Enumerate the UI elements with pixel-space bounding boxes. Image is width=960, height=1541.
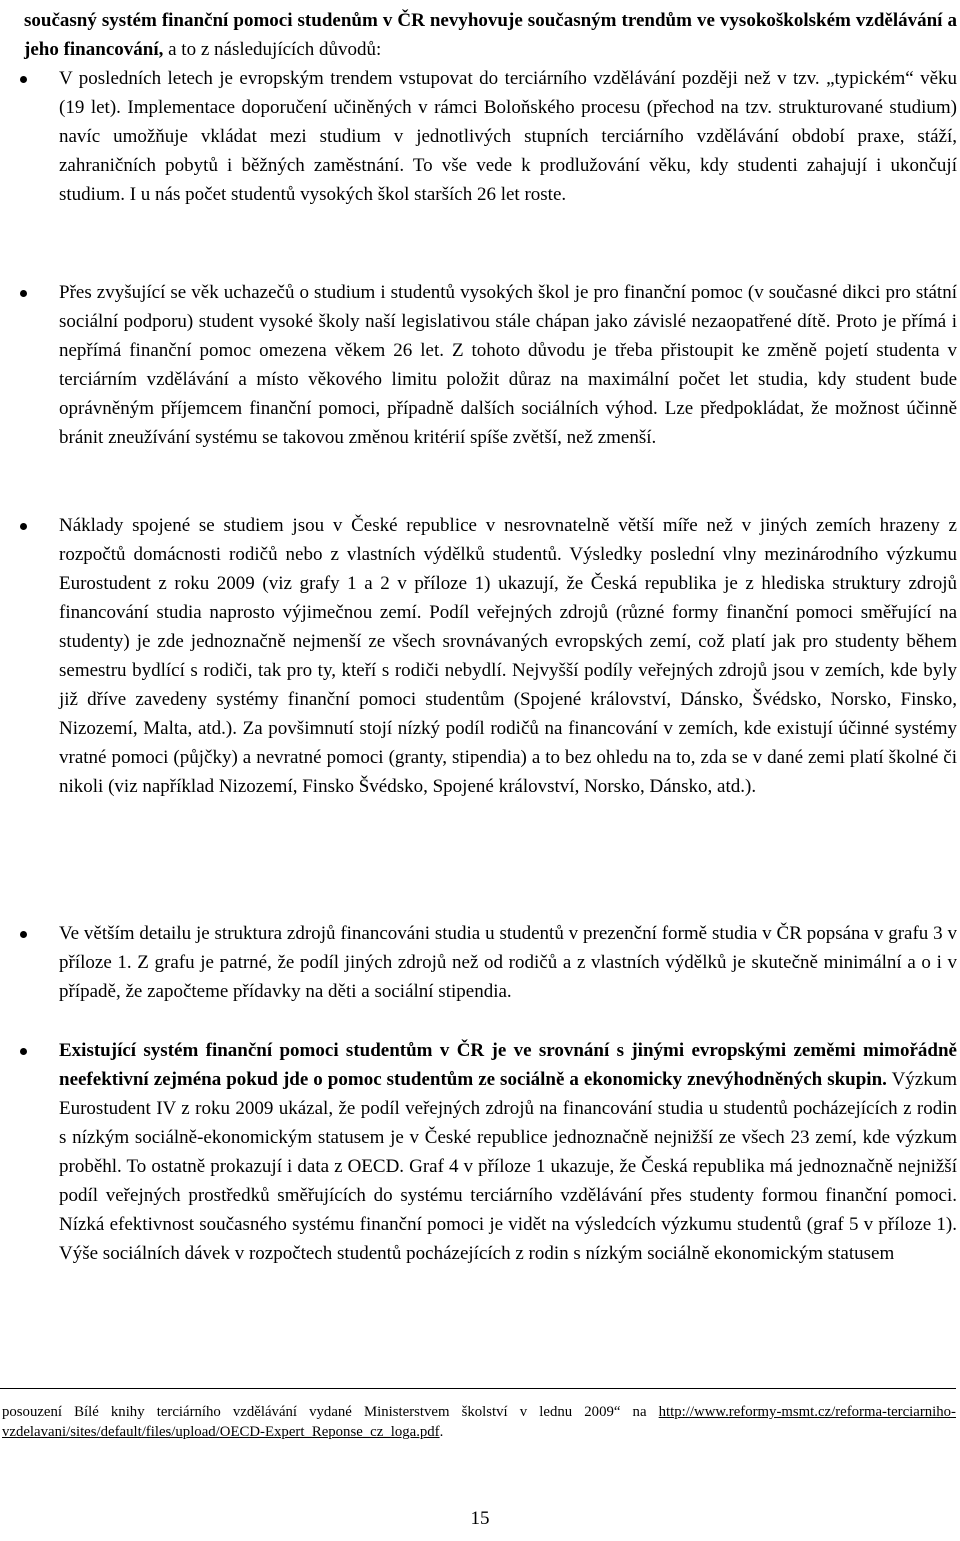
intro-text: a to z následujících důvodů:	[163, 39, 382, 60]
footnote-text: posouzení Bílé knihy terciárního vzdělávání vydané Ministerstvem školství v lednu 2009“ na	[2, 1404, 659, 1420]
bullet-bold-text: Existující systém finanční pomoci studentům v ČR je ve srovnání s jinými evropskými zeměmi mimořádně neefektivní zejména pokud jde o pomoc studentům ze sociálně a ekonomicky znevýhodněných skupin.	[59, 1040, 957, 1090]
footnote-link[interactable]: http://www.reformy-msmt.cz/reforma-terciarniho-vzdelavani/sites/default/files/upload/OECD-Expert_Reponse_cz_loga.pdf	[2, 1404, 956, 1440]
bullet-text: Náklady spojené se studiem jsou v České republice v nesrovnatelně větší míře než v jiných zemích hrazeny z rozpočtů domácnosti rodičů nebo z vlastních výdělků studentů. Výsledky poslední vlny mezinárodního výzkumu Eurostudent z roku 2009 (viz grafy 1 a 2 v příloze 1) ukazují, že Česká republika je z hlediska struktury zdrojů financování studia naprosto výjimečnou zemí. Podíl veřejných zdrojů (různé formy finanční pomoci směřující na studenty) je zde jednoznačně nejmenší ze všech srovnávaných evropských zemí, což platí jak pro studenty během semestru bydlící s rodiči, tak pro ty, kteří s rodiči nebydlí. Nejvyšší podíly veřejných zdrojů jsou v zemích, kde byly již dříve zavedeny systémy finanční pomoci studentům (Spojené království, Dánsko, Švédsko, Norsko, Finsko, Nizozemí, Malta, atd.). Za povšimnutí stojí nízký podíl rodičů na financování v zemích, kde existují účinné systémy vratné pomoci (půjčky) a nevratné pomoci (granty, stipendia) a to bez ohledu na to, zda se v dané zemi platí školné či nikoli (viz například Nizozemí, Finsko Švédsko, Spojené království, Norsko, Dánsko, atd.).	[59, 515, 957, 797]
bullet-text: V posledních letech je evropským trendem vstupovat do terciárního vzdělávání později než v tzv. „typickém“ věku (19 let). Implementace doporučení učiněných v rámci Boloňského procesu (přechod na tzv. strukturované studium) navíc umožňuje vkládat mezi studium v jednotlivých stupních terciárního vzdělávání období praxe, stáží, zahraničních pobytů i běžných zaměstnání. To vše vede k prodlužování věku, kdy studenti zahajují i ukončují studium. I u nás počet studentů vysokých škol starších 26 let roste.	[59, 68, 957, 205]
bullet-item-inefficiency	[59, 1036, 957, 1362]
bullet-item-funding-structure	[59, 919, 957, 1006]
bullet-item-age-limit	[59, 278, 957, 452]
bullet-icon	[20, 931, 27, 938]
bullet-icon	[20, 523, 27, 530]
bullet-item-age-trend	[59, 64, 957, 209]
bullet-icon	[20, 1048, 27, 1055]
footnote-divider	[0, 1388, 956, 1389]
bullet-text: Přes zvyšující se věk uchazečů o studium i studentů vysokých škol je pro finanční pomoc (v současné dikci pro státní sociální podporu) student vysoké školy naší legislativou stále chápan jako závislé nezaopatřené dítě. Proto je přímá i nepřímá finanční pomoc omezena věkem 26 let. Z tohoto důvodu je třeba přistoupit ke změně pojetí studenta v terciárním vzdělávání a místo věkového limitu položit důraz na maximální počet let studia, kdy student bude oprávněným příjemcem finanční pomoci, případně dalších sociálních výhod. Lze předpokládat, že možnost účinně bránit zneužívání systému se takovou změnou kritérií spíše zvětší, než zmenší.	[59, 282, 957, 448]
footnote-trailing: .	[439, 1424, 444, 1440]
bullet-icon	[20, 76, 27, 83]
bullet-item-study-costs	[59, 511, 957, 801]
bullet-text: Ve větším detailu je struktura zdrojů financováni studia u studentů v prezenční formě studia v ČR popsána v grafu 3 v příloze 1. Z grafu je patrné, že podíl jiných zdrojů než od rodičů a z vlastních výdělků je skutečně minimální a o i v případě, že započteme přídavky na děti a sociální stipendia.	[59, 923, 957, 1002]
intro-bold-text: současný systém finanční pomoci studenům v ČR nevyhovuje současným trendům ve vysokoškolském vzdělávání a jeho financování,	[24, 10, 957, 60]
bullet-text: Výzkum Eurostudent IV z roku 2009 ukázal, že podíl veřejných zdrojů na financování studia u studentů pocházejících z rodin s nízkým sociálně-ekonomickým statusem je v České republice jednoznačně nejnižší ze všech 23 zemí, kde výzkum proběhl. To ostatně prokazují i data z OECD. Graf 4 v příloze 1 ukazuje, že Česká republika má jednoznačně nejnižší podíl veřejných prostředků směřujících do systému terciárního vzdělávání přes studenty formou finanční pomoci. Nízká efektivnost současného systému finanční pomoci je vidět na výsledcích výzkumu studentů (graf 5 v příloze 1). Výše sociálních dávek v rozpočtech studentů pocházejících z rodin s nízkým sociálně ekonomickým statusem	[59, 1069, 957, 1264]
bullet-icon	[20, 290, 27, 297]
page-number: 15	[470, 1508, 490, 1529]
footnote	[2, 1402, 956, 1442]
intro-paragraph	[24, 6, 957, 64]
